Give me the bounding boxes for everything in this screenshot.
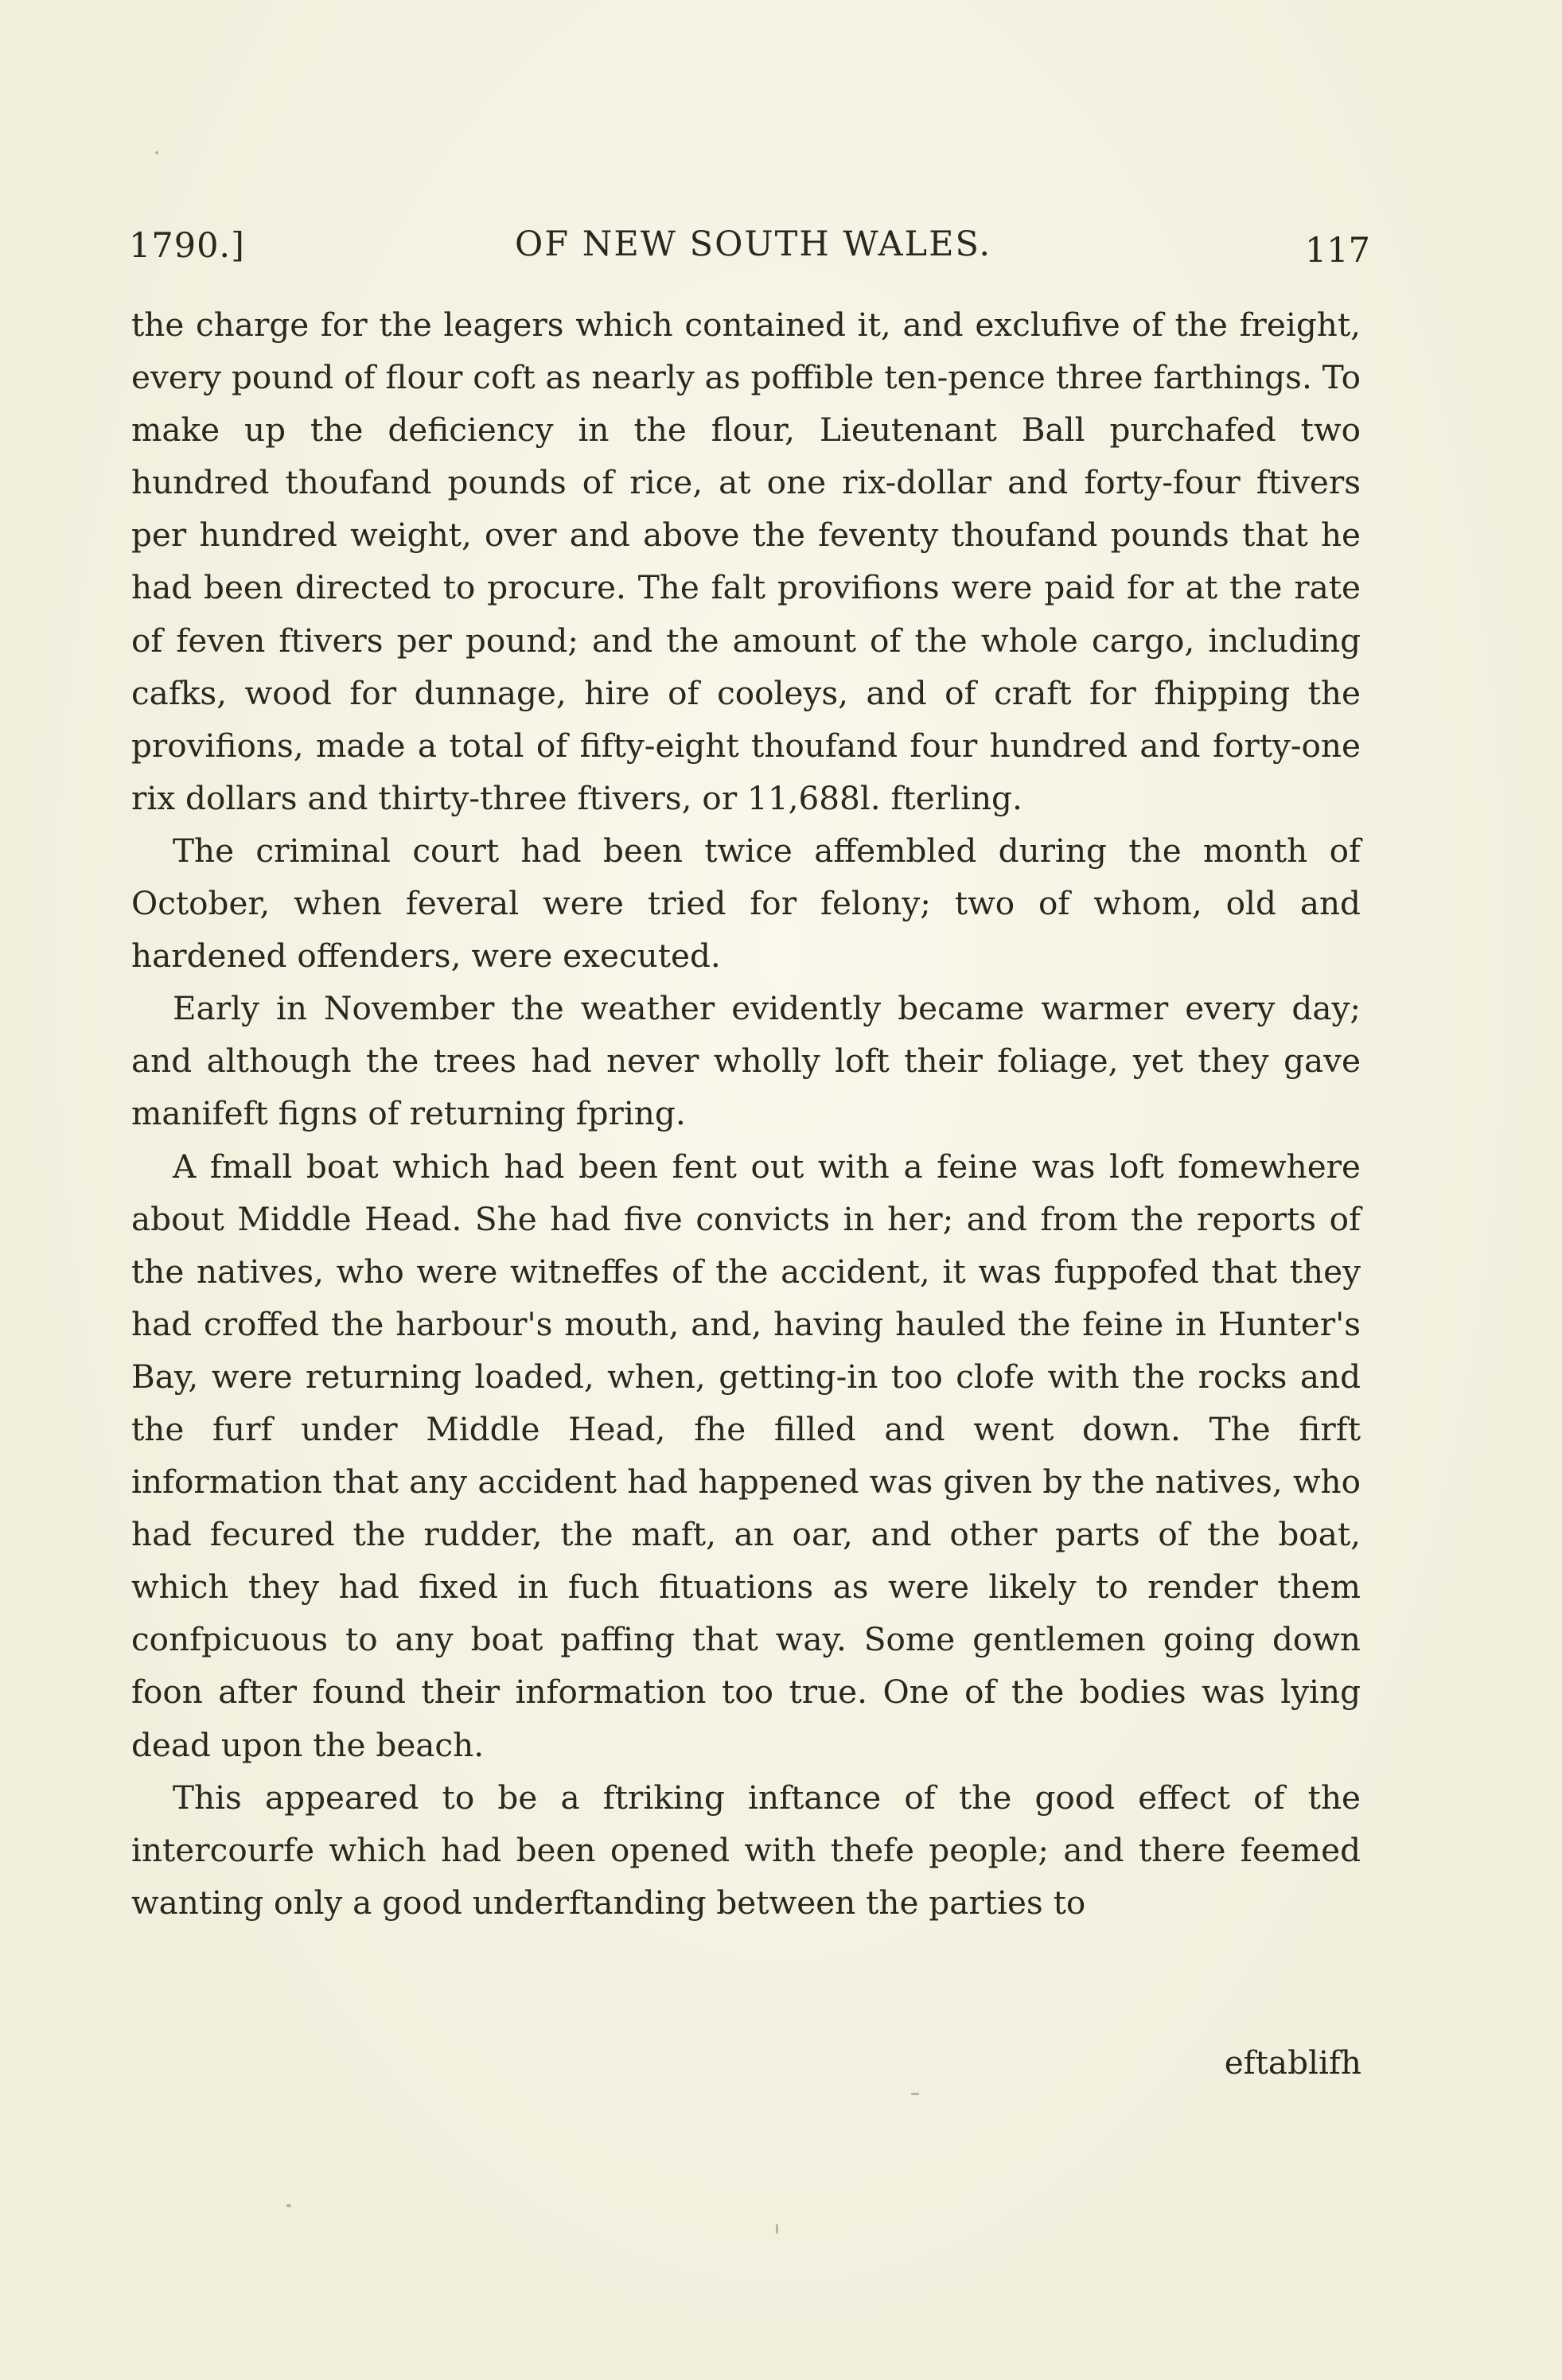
running-head-title: OF NEW SOUTH WALES. bbox=[515, 224, 992, 264]
catchword: eftablifh bbox=[1224, 2043, 1361, 2082]
paragraph-1: the charge for the leagers which contained it, and exclufive of the freight, every pound of flour coft as nearly as poffible ten-pence three farthings. To make up the deficiency in the flour, Lieutenant Ball purchafed two hundred thoufand pounds of rice, at one rix-dollar and forty-four ftivers per hundred weight, over and above the feventy thoufand pounds that he had been directed to procure. The falt provifions were paid for at the rate of feven ftivers per pound; and the amount of the whole cargo, including cafks, wood for dunnage, hire of cooleys, and of craft for fhipping the provifions, made a total of fifty-eight thoufand four hundred and forty-one rix dollars and thirty-three ftivers, or 11,688l. fterling. bbox=[131, 306, 1361, 817]
page-number: 117 bbox=[1304, 231, 1370, 271]
paper-speck bbox=[911, 2093, 919, 2095]
running-head-year: 1790.] bbox=[129, 226, 245, 266]
paper-speck bbox=[155, 151, 158, 154]
body-text bbox=[131, 298, 1361, 1929]
paragraph-5: This appeared to be a ftriking inftance of the good effect of the intercourfe which had been opened with thefe people; and there feemed wanting only a good underftanding between the parties to bbox=[131, 1778, 1361, 1922]
paper-speck bbox=[776, 2224, 778, 2234]
paragraph-2: The criminal court had been twice affembled during the month of October, when feveral were tried for felony; two of whom, old and hardened offenders, were executed. bbox=[131, 831, 1361, 976]
running-head bbox=[129, 216, 1370, 272]
paragraph-4: A fmall boat which had been fent out with a feine was loft fomewhere about Middle Head. She had five convicts in her; and from the reports of the natives, who were witneffes of the accident, it was fuppofed that they had croffed the harbour's mouth, and, having hauled the feine in Hunter's Bay, were returning loaded, when, getting-in too clofe with the rocks and the furf under Middle Head, fhe filled and went down. The firft information that any accident had happened was given by the natives, who had fecured the rudder, the maft, an oar, and other parts of the boat, which they had fixed in fuch fituations as were likely to render them confpicuous to any boat paffing that way. Some gentlemen going down foon after found their information too true. One of the bodies was lying dead upon the beach. bbox=[131, 1147, 1361, 1764]
paper-speck bbox=[286, 2204, 291, 2207]
paragraph-3: Early in November the weather evidently became warmer every day; and although the trees had never wholly loft their foliage, yet they gave manifeft figns of returning fpring. bbox=[131, 989, 1361, 1133]
